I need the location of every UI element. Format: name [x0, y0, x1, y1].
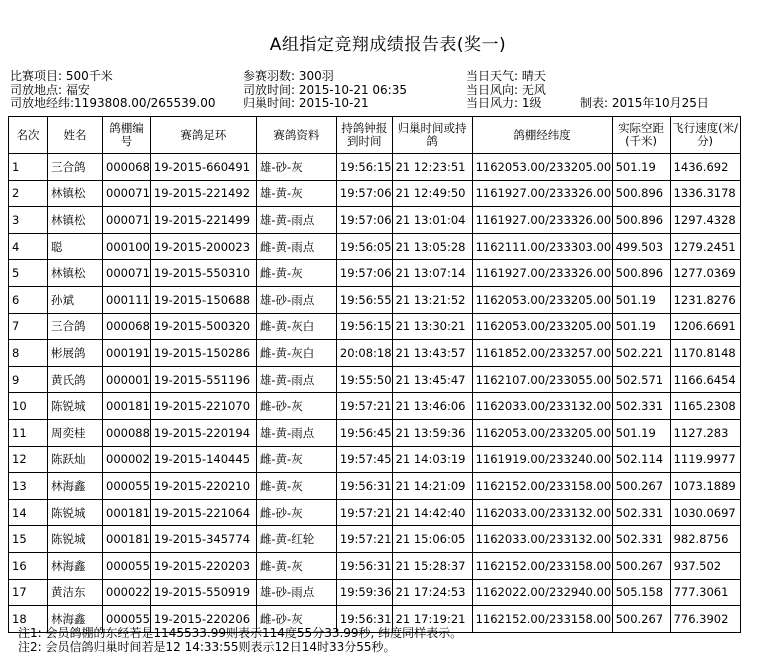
column-header: 飞行速度(米/分): [670, 117, 740, 154]
table-cell: 502.114: [612, 446, 670, 473]
table-cell: 1162053.00/233205.00: [472, 154, 612, 181]
table-cell: 1161927.00/233326.00: [472, 260, 612, 287]
table-cell: 000181: [103, 393, 151, 420]
table-cell: 雌-黄-灰: [256, 260, 336, 287]
results-table: [8, 116, 741, 633]
table-cell: 1162053.00/233205.00: [472, 286, 612, 313]
table-cell: 1162053.00/233205.00: [472, 313, 612, 340]
table-cell: 000055: [103, 606, 151, 633]
table-cell: 1279.2451: [670, 233, 740, 260]
table-cell: 000002: [103, 446, 151, 473]
table-cell: 雌-黄-灰: [256, 473, 336, 500]
table-cell: 19-2015-345774: [150, 526, 256, 553]
table-cell: 500.896: [612, 180, 670, 207]
race-info-column-1: [10, 70, 216, 111]
table-row: [9, 419, 741, 446]
table-cell: 1162033.00/233132.00: [472, 499, 612, 526]
table-cell: 雄-黄-雨点: [256, 366, 336, 393]
table-row: [9, 180, 741, 207]
table-cell: 19-2015-660491: [150, 154, 256, 181]
table-cell: 19:57:06: [336, 207, 392, 234]
table-cell: 000055: [103, 552, 151, 579]
table-cell: 1119.9977: [670, 446, 740, 473]
table-cell: 21 13:07:14: [392, 260, 472, 287]
table-cell: 21 15:06:05: [392, 526, 472, 553]
table-cell: 500.267: [612, 552, 670, 579]
table-cell: 9: [9, 366, 48, 393]
table-cell: 1162033.00/233132.00: [472, 526, 612, 553]
table-cell: 19-2015-221064: [150, 499, 256, 526]
table-cell: 陈锐城: [48, 526, 103, 553]
table-row: [9, 526, 741, 553]
table-cell: 19-2015-140445: [150, 446, 256, 473]
table-row: [9, 154, 741, 181]
table-cell: 19:56:45: [336, 419, 392, 446]
table-cell: 11: [9, 419, 48, 446]
table-cell: 776.3902: [670, 606, 740, 633]
column-header: 姓名: [48, 117, 103, 154]
table-cell: 21 13:21:52: [392, 286, 472, 313]
table-cell: 502.331: [612, 526, 670, 553]
table-cell: 19:56:31: [336, 473, 392, 500]
table-cell: 黄洁东: [48, 579, 103, 606]
table-cell: 21 14:21:09: [392, 473, 472, 500]
table-cell: 19-2015-150286: [150, 340, 256, 367]
table-cell: 1166.6454: [670, 366, 740, 393]
table-cell: 雄-黄-灰: [256, 180, 336, 207]
table-cell: 777.3061: [670, 579, 740, 606]
note-2: 注2: 会员信鸽归巢时间若是12 14:33:55则表示12日14时33分55秒。: [18, 640, 396, 654]
table-cell: 雌-黄-灰白: [256, 340, 336, 367]
table-cell: 21 14:42:40: [392, 499, 472, 526]
table-cell: 1336.3178: [670, 180, 740, 207]
table-cell: 19-2015-221499: [150, 207, 256, 234]
table-cell: 1165.2308: [670, 393, 740, 420]
table-row: [9, 552, 741, 579]
column-header: 鸽棚编号: [103, 117, 151, 154]
table-cell: 三合鸽: [48, 313, 103, 340]
table-cell: 18: [9, 606, 48, 633]
table-row: [9, 473, 741, 500]
race-info-column-3: [466, 70, 546, 111]
table-cell: 8: [9, 340, 48, 367]
table-cell: 21 12:49:50: [392, 180, 472, 207]
table-cell: 1162152.00/233158.00: [472, 606, 612, 633]
notes: [18, 626, 462, 654]
table-row: [9, 233, 741, 260]
table-cell: 1297.4328: [670, 207, 740, 234]
table-cell: 1277.0369: [670, 260, 740, 287]
table-cell: 982.8756: [670, 526, 740, 553]
table-cell: 21 13:46:06: [392, 393, 472, 420]
table-cell: 21 12:23:51: [392, 154, 472, 181]
table-cell: 6: [9, 286, 48, 313]
column-header: 实际空距(千米): [612, 117, 670, 154]
table-cell: 502.331: [612, 499, 670, 526]
table-cell: 黄氏鸽: [48, 366, 103, 393]
table-cell: 雄-黄-雨点: [256, 419, 336, 446]
table-cell: 000100: [103, 233, 151, 260]
table-cell: 1162152.00/233158.00: [472, 473, 612, 500]
table-cell: 周奕桂: [48, 419, 103, 446]
table-cell: 雌-黄-雨点: [256, 233, 336, 260]
table-cell: 林镇松: [48, 207, 103, 234]
column-header: 持鸽钟报到时间: [336, 117, 392, 154]
table-cell: 19-2015-150688: [150, 286, 256, 313]
table-cell: 500.896: [612, 260, 670, 287]
release-time: 司放时间: 2015-10-21 06:35: [243, 82, 407, 97]
table-cell: 19-2015-200023: [150, 233, 256, 260]
table-cell: 19-2015-221070: [150, 393, 256, 420]
table-cell: 000111: [103, 286, 151, 313]
table-cell: 1161927.00/233326.00: [472, 180, 612, 207]
table-cell: 21 13:05:28: [392, 233, 472, 260]
table-cell: 雌-砂-灰: [256, 499, 336, 526]
table-row: [9, 579, 741, 606]
table-cell: 000191: [103, 340, 151, 367]
table-cell: 陈锐城: [48, 499, 103, 526]
return-date: 归巢时间: 2015-10-21: [243, 96, 369, 110]
table-cell: 1436.692: [670, 154, 740, 181]
table-cell: 937.502: [670, 552, 740, 579]
table-cell: 19:57:06: [336, 180, 392, 207]
table-cell: 19:56:15: [336, 154, 392, 181]
table-cell: 1162111.00/233303.00: [472, 233, 612, 260]
table-cell: 16: [9, 552, 48, 579]
table-cell: 19-2015-550919: [150, 579, 256, 606]
table-cell: 000022: [103, 579, 151, 606]
note-1: 注1: 会员鸽棚的东经若是1145533.99则表示114度55分33.99秒, 纬度同样表示。: [18, 626, 463, 640]
table-cell: 林镇松: [48, 180, 103, 207]
table-cell: 19:57:21: [336, 499, 392, 526]
table-cell: 雌-黄-灰白: [256, 313, 336, 340]
table-cell: 21 13:45:47: [392, 366, 472, 393]
table-cell: 000071: [103, 180, 151, 207]
table-cell: 3: [9, 207, 48, 234]
table-row: [9, 260, 741, 287]
table-cell: 1231.8276: [670, 286, 740, 313]
table-cell: 21 17:24:53: [392, 579, 472, 606]
race-info-column-2: [243, 70, 407, 111]
table-cell: 1161852.00/233257.00: [472, 340, 612, 367]
table-cell: 000068: [103, 313, 151, 340]
table-cell: 502.331: [612, 393, 670, 420]
table-cell: 20:08:18: [336, 340, 392, 367]
weather: 当日天气: 晴天: [466, 69, 546, 83]
table-cell: 000181: [103, 526, 151, 553]
table-cell: 19:57:21: [336, 526, 392, 553]
table-cell: 000001: [103, 366, 151, 393]
table-cell: 505.158: [612, 579, 670, 606]
table-cell: 502.221: [612, 340, 670, 367]
release-location: 司放地点: 福安: [10, 82, 90, 97]
table-cell: 彬展鸽: [48, 340, 103, 367]
table-row: [9, 446, 741, 473]
table-cell: 19:56:15: [336, 313, 392, 340]
column-header: 鸽棚经纬度: [472, 117, 612, 154]
table-cell: 雄-砂-灰: [256, 154, 336, 181]
column-header: 归巢时间或持鸽: [392, 117, 472, 154]
table-row: [9, 313, 741, 340]
table-cell: 000071: [103, 260, 151, 287]
table-cell: 21 13:30:21: [392, 313, 472, 340]
column-header: 名次: [9, 117, 48, 154]
table-cell: 501.19: [612, 154, 670, 181]
table-header-row: [9, 117, 741, 154]
table-cell: 1127.283: [670, 419, 740, 446]
table-cell: 雌-砂-灰: [256, 606, 336, 633]
table-cell: 陈跃灿: [48, 446, 103, 473]
table-cell: 19:57:06: [336, 260, 392, 287]
table-cell: 12: [9, 446, 48, 473]
table-cell: 500.896: [612, 207, 670, 234]
table-cell: 雌-黄-灰: [256, 446, 336, 473]
column-header: 赛鸽足环: [150, 117, 256, 154]
table-row: [9, 207, 741, 234]
table-cell: 21 15:28:37: [392, 552, 472, 579]
table-cell: 19:57:21: [336, 393, 392, 420]
table-cell: 1161919.00/233240.00: [472, 446, 612, 473]
table-cell: 1206.6691: [670, 313, 740, 340]
table-cell: 19-2015-551196: [150, 366, 256, 393]
table-cell: 21 13:01:04: [392, 207, 472, 234]
table-cell: 1073.1889: [670, 473, 740, 500]
table-cell: 1030.0697: [670, 499, 740, 526]
table-cell: 雌-黄-灰: [256, 552, 336, 579]
table-cell: 000055: [103, 473, 151, 500]
table-row: [9, 393, 741, 420]
table-cell: 雌-黄-红轮: [256, 526, 336, 553]
table-cell: 21 17:19:21: [392, 606, 472, 633]
table-cell: 林镇松: [48, 260, 103, 287]
table-cell: 陈锐城: [48, 393, 103, 420]
table-cell: 000088: [103, 419, 151, 446]
table-cell: 19-2015-220194: [150, 419, 256, 446]
table-cell: 雌-砂-灰: [256, 393, 336, 420]
table-cell: 5: [9, 260, 48, 287]
race-distance: 比赛项目: 500千米: [10, 69, 113, 83]
table-cell: 1162107.00/233055.00: [472, 366, 612, 393]
table-cell: 000071: [103, 207, 151, 234]
column-header: 赛鸽资料: [256, 117, 336, 154]
table-cell: 三合鸽: [48, 154, 103, 181]
report-date: 制表: 2015年10月25日: [580, 96, 709, 110]
table-cell: 聪: [48, 233, 103, 260]
table-cell: 19:59:36: [336, 579, 392, 606]
table-cell: 19:56:31: [336, 552, 392, 579]
table-row: [9, 499, 741, 526]
table-cell: 000181: [103, 499, 151, 526]
table-cell: 19-2015-550310: [150, 260, 256, 287]
table-cell: 19:56:05: [336, 233, 392, 260]
table-cell: 19-2015-500320: [150, 313, 256, 340]
release-coordinates: 司放地经纬:1193808.00/265539.00: [10, 96, 216, 110]
table-cell: 499.503: [612, 233, 670, 260]
table-cell: 19:55:50: [336, 366, 392, 393]
table-cell: 502.571: [612, 366, 670, 393]
entry-count: 参赛羽数: 300羽: [243, 69, 334, 83]
table-cell: 501.19: [612, 313, 670, 340]
table-cell: 17: [9, 579, 48, 606]
table-cell: 10: [9, 393, 48, 420]
table-cell: 500.267: [612, 606, 670, 633]
table-cell: 1162053.00/233205.00: [472, 419, 612, 446]
table-cell: 1162022.00/232940.00: [472, 579, 612, 606]
table-cell: 1: [9, 154, 48, 181]
table-cell: 21 13:43:57: [392, 340, 472, 367]
table-cell: 1170.8148: [670, 340, 740, 367]
table-cell: 501.19: [612, 419, 670, 446]
table-cell: 19:56:55: [336, 286, 392, 313]
table-row: [9, 340, 741, 367]
table-cell: 19-2015-221492: [150, 180, 256, 207]
table-cell: 林海鑫: [48, 473, 103, 500]
table-cell: 501.19: [612, 286, 670, 313]
table-cell: 雄-砂-雨点: [256, 286, 336, 313]
table-cell: 000068: [103, 154, 151, 181]
report-title: A组指定竞翔成绩报告表(奖一): [269, 35, 507, 55]
wind-force: 当日风力: 1级: [466, 96, 542, 110]
table-cell: 4: [9, 233, 48, 260]
table-cell: 21 13:59:36: [392, 419, 472, 446]
table-cell: 雄-黄-雨点: [256, 207, 336, 234]
table-row: [9, 366, 741, 393]
table-cell: 19:57:45: [336, 446, 392, 473]
table-cell: 1162152.00/233158.00: [472, 552, 612, 579]
table-cell: 1162033.00/233132.00: [472, 393, 612, 420]
table-cell: 2: [9, 180, 48, 207]
table-cell: 19-2015-220203: [150, 552, 256, 579]
table-cell: 1161927.00/233326.00: [472, 207, 612, 234]
wind-direction: 当日风向: 无风: [466, 82, 546, 97]
table-cell: 19-2015-220210: [150, 473, 256, 500]
table-cell: 21 14:03:19: [392, 446, 472, 473]
table-cell: 13: [9, 473, 48, 500]
table-cell: 林海鑫: [48, 606, 103, 633]
table-row: [9, 286, 741, 313]
table-cell: 7: [9, 313, 48, 340]
table-cell: 19-2015-220206: [150, 606, 256, 633]
table-cell: 19:56:31: [336, 606, 392, 633]
table-cell: 孙斌: [48, 286, 103, 313]
table-cell: 500.267: [612, 473, 670, 500]
table-cell: 林海鑫: [48, 552, 103, 579]
table-cell: 15: [9, 526, 48, 553]
table-cell: 雄-砂-雨点: [256, 579, 336, 606]
table-cell: 14: [9, 499, 48, 526]
